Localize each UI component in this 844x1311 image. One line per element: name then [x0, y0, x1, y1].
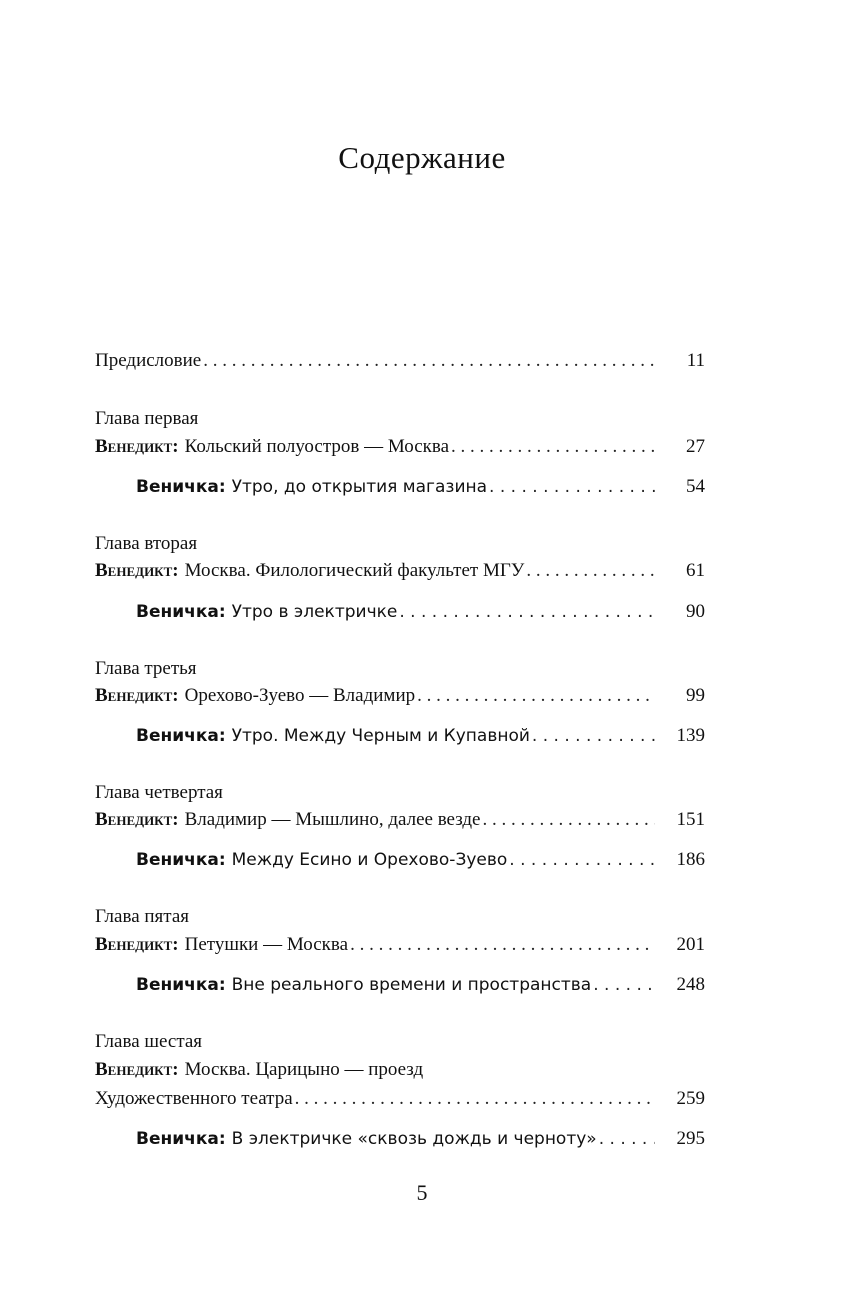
- page-number: 27: [686, 436, 705, 457]
- toc-entry-venichka[interactable]: [136, 473, 705, 501]
- toc-entry-title: Кольский полуостров — Москва: [184, 436, 450, 457]
- dot-leader: [599, 1125, 655, 1153]
- speaker-label: Венедикт:: [95, 934, 179, 955]
- dot-leader: [350, 931, 655, 959]
- toc-entry-venichka[interactable]: [136, 1125, 705, 1153]
- speaker-label: Веничка:: [136, 477, 226, 497]
- dot-leader: [203, 347, 655, 375]
- speaker-label: Веничка:: [136, 850, 226, 870]
- page-number: 61: [686, 560, 705, 581]
- toc-entry-venichka[interactable]: [136, 971, 705, 999]
- chapter-heading: Глава четвертая: [95, 782, 223, 803]
- toc-entry-venichka[interactable]: [136, 846, 705, 874]
- toc-entry-title: Орехово-Зуево — Владимир: [184, 685, 416, 706]
- toc-entry-title: Утро. Между Черным и Купавной: [231, 726, 530, 746]
- dot-leader: [399, 598, 655, 626]
- page-number: 295: [676, 1128, 705, 1149]
- toc-entry-title: Утро в электричке: [231, 602, 398, 622]
- toc-entry-venedikt[interactable]: [95, 557, 705, 585]
- toc-entry-venedikt[interactable]: [95, 806, 705, 834]
- toc-entry-title: Между Есино и Орехово-Зуево: [231, 850, 508, 870]
- speaker-label: Венедикт:: [95, 809, 179, 830]
- page-number: 11: [686, 350, 705, 371]
- speaker-label: Веничка:: [136, 975, 226, 995]
- toc-entry-venedikt[interactable]: [95, 682, 705, 710]
- toc-entry-title: Москва. Филологический факультет МГУ: [184, 560, 525, 581]
- toc-entry-title: Вне реального времени и пространства: [231, 975, 592, 995]
- chapter-heading: Глава пятая: [95, 906, 189, 927]
- speaker-label: Венедикт:: [95, 1059, 179, 1080]
- toc-entry-title-continued: Художественного театра: [95, 1088, 293, 1109]
- toc-entry-title: В электричке «сквозь дождь и черноту»: [231, 1129, 597, 1149]
- dot-leader: [451, 433, 655, 461]
- dot-leader: [482, 806, 655, 834]
- dot-leader: [532, 722, 655, 750]
- toc-entry-title: Владимир — Мышлино, далее везде: [184, 809, 481, 830]
- speaker-label: Веничка:: [136, 602, 226, 622]
- toc-entry-venedikt-line1[interactable]: [95, 1056, 423, 1084]
- speaker-label: Венедикт:: [95, 436, 179, 457]
- chapter-heading: Глава первая: [95, 408, 199, 429]
- toc-entry-venedikt[interactable]: [95, 433, 705, 461]
- dot-leader: [593, 971, 655, 999]
- dot-leader: [489, 473, 655, 501]
- speaker-label: Веничка:: [136, 726, 226, 746]
- dot-leader: [295, 1085, 655, 1113]
- toc-entry-title: Москва. Царицыно — проезд: [184, 1059, 424, 1080]
- toc-entry-title: Петушки — Москва: [184, 934, 349, 955]
- speaker-label: Веничка:: [136, 1129, 226, 1149]
- folio-page-number: 5: [416, 1180, 428, 1205]
- page-number: 54: [686, 476, 705, 497]
- page-number: 139: [676, 725, 705, 746]
- chapter-heading: Глава вторая: [95, 533, 198, 554]
- chapter-heading: Глава третья: [95, 658, 197, 679]
- toc-entry-venichka[interactable]: [136, 722, 705, 750]
- page-number: 90: [686, 601, 705, 622]
- page-number: 248: [676, 974, 705, 995]
- dot-leader: [509, 846, 655, 874]
- toc-entry-venedikt[interactable]: [95, 931, 705, 959]
- page-number: 99: [686, 685, 705, 706]
- dot-leader: [526, 557, 655, 585]
- speaker-label: Венедикт:: [95, 560, 179, 581]
- toc-entry-venedikt-line2[interactable]: [95, 1085, 705, 1113]
- page-number: 186: [676, 849, 705, 870]
- speaker-label: Венедикт:: [95, 685, 179, 706]
- page-number: 201: [676, 934, 705, 955]
- dot-leader: [417, 682, 655, 710]
- toc-entry-title: Предисловие: [95, 350, 202, 371]
- chapter-heading: Глава шестая: [95, 1031, 203, 1052]
- toc-entry-title: Утро, до открытия магазина: [231, 477, 488, 497]
- page-number: 151: [676, 809, 705, 830]
- page-title: Содержание: [338, 140, 506, 175]
- toc-entry-venichka[interactable]: [136, 598, 705, 626]
- toc-entry-preface[interactable]: [95, 347, 705, 375]
- page-number: 259: [676, 1088, 705, 1109]
